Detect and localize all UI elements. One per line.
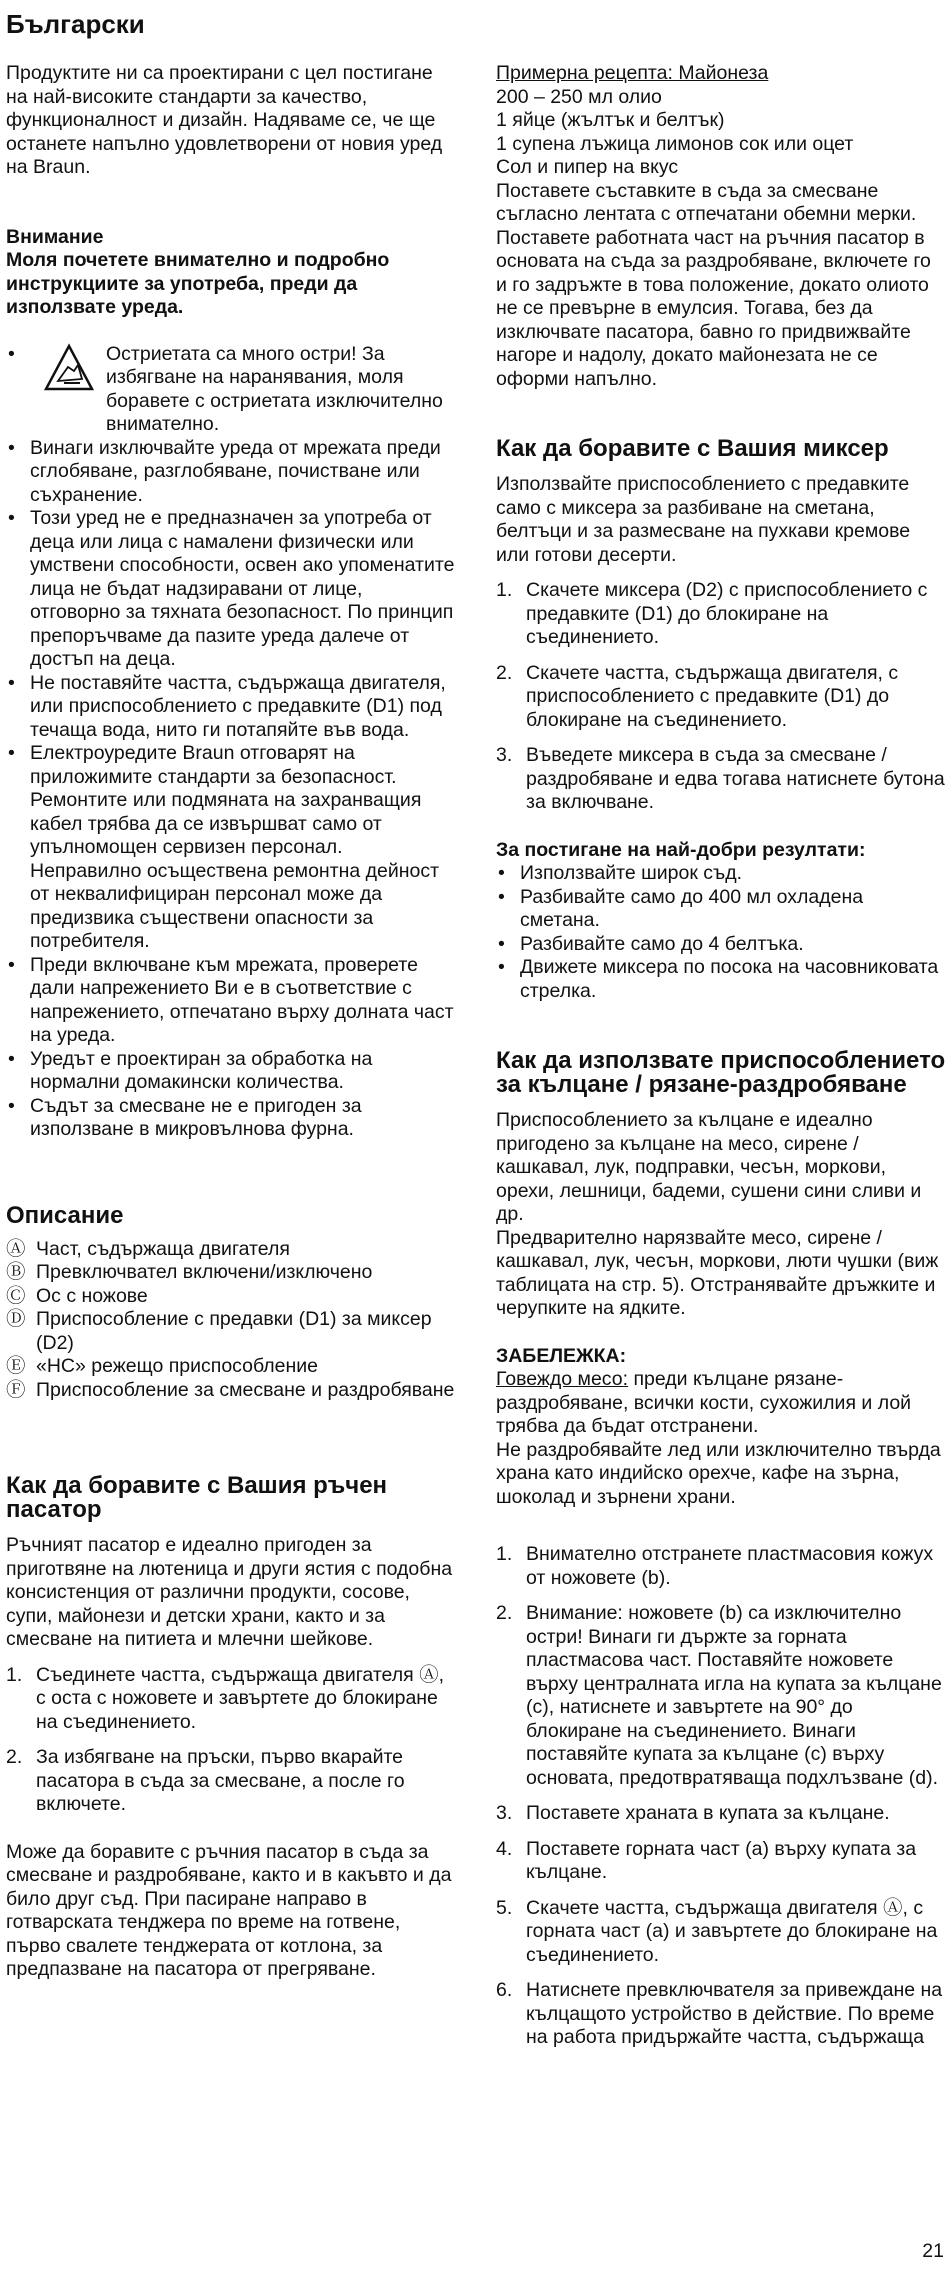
description-text: «HC» режещо приспособление — [36, 1355, 319, 1377]
warning-item: • Този уред не е предназначен за употреба от деца или лица с намалени физически или умствени способности, освен ако упоменатите лица не бъдат надзиравани от лице, отговорно за тяхната безопасност. По принцип препоръчваме да пазите уреда далече от достъп на деца. — [6, 507, 458, 672]
step-number: 1. — [6, 1663, 23, 1686]
mixer-heading: Как да боравите с Вашия миксер — [496, 435, 889, 462]
step-number: 1. — [496, 1543, 513, 1565]
mixer-steps — [496, 579, 946, 815]
note-ice: Не раздробявайте лед или изключително твърда храна като индийско орехче, кафе на зърна, шоколад и зърнени храни. — [496, 1438, 941, 1508]
step-text: Внимание: ножовете (b) са изключително остри! Винаги ги държте за горната пластмасова част. Поставяйте ножовете върху централната игла на купата за кълцане (c), натиснете и завъртете на 90° до блокиране на съединението. Винаги поставяйте купата за кълцане (c) върху основата, предотвратяваща подхлъзване (d). — [526, 1602, 942, 1789]
step-number: 3. — [496, 1802, 513, 1824]
description-heading: Описание — [6, 1201, 124, 1229]
step-number: 1. — [496, 579, 513, 601]
description-letter: Ⓐ — [6, 1237, 26, 1260]
caution-heading: Внимание — [6, 225, 104, 248]
mixer-step — [496, 579, 946, 650]
handblender-step — [6, 1746, 458, 1817]
handblender-step — [6, 1664, 458, 1735]
chopper-steps — [496, 1543, 946, 2050]
mixer-step — [496, 662, 946, 733]
sharp-blade-warning-icon — [44, 343, 94, 393]
mixer-intro: Използвайте приспособлението с предавките само с миксера за разбиване на сметана, белтъци и за размесване на пухкави кремове или готови десерти. — [496, 473, 911, 566]
warnings-list — [6, 343, 458, 1142]
note-heading: ЗАБЕЛЕЖКА: — [496, 1344, 627, 1367]
mixer-step — [496, 744, 946, 815]
chopper-intro: Приспособлението за кълцане е идеално пригодено за кълцане на месо, сирене / кашкавал, лук, подправки, чесън, моркови, орехи, лешници, бадеми, сушени сини сливи и др. — [496, 1109, 922, 1225]
description-text: Приспособление с предавки (D1) за миксер (D2) — [36, 1308, 432, 1354]
description-item — [6, 1355, 458, 1379]
description-letter: Ⓕ — [6, 1378, 26, 1401]
description-letter: Ⓑ — [6, 1261, 26, 1283]
description-item — [6, 1261, 458, 1285]
recipe-line: 1 яйце (жълтък и белтък) — [496, 109, 725, 131]
page-title: Български — [6, 9, 145, 39]
chopper-step — [496, 1838, 946, 1885]
description-text: Превключвател включени/изключено — [36, 1261, 373, 1283]
description-item — [6, 1308, 458, 1355]
chopper-step — [496, 1802, 946, 1826]
step-text: Съединете частта, съдържаща двигателя Ⓐ, с оста с ножовете и завъртете до блокиране на съединението. — [36, 1663, 445, 1733]
note-beef-label: Говеждо месо: — [496, 1368, 629, 1390]
step-text: За избягване на пръски, първо вкарайте пасатора в съда за смесване, а после го включете. — [36, 1746, 405, 1815]
chopper-heading: Как да използвате приспособлението за кълцане / рязане-раздробяване — [496, 1047, 946, 1098]
step-number: 3. — [496, 744, 513, 766]
warning-item: • Не поставяйте частта, съдържаща двигателя, или приспособлението с предавките (D1) под течаща вода, нито ги потапяйте във вода. — [6, 672, 458, 743]
note-beef-text: преди кълцане рязане-раздробяване, всички кости, сухожилия и лой трябва да бъдат отстранени. — [496, 1368, 912, 1437]
best-results-item: • Разбивайте само до 4 белтъка. — [496, 933, 946, 957]
step-number: 2. — [496, 661, 513, 684]
description-item — [6, 1238, 458, 1262]
best-results-item: • Използвайте широк съд. — [496, 862, 946, 886]
step-text: Въведете миксера в съда за смесване / раздробяване и едва тогава натиснете бутона за включване. — [526, 744, 945, 813]
best-results-item: • Разбивайте само до 400 мл охладена сметана. — [496, 886, 946, 933]
handblender-outro: Може да боравите с ръчния пасатор в съда за смесване и раздробяване, както и в какъвто и да било друг съд. При пасиране направо в готварската тенджера по време на готвене, първо свалете тенджерата от котлона, за предпазване на пасатора от прегряване. — [6, 1840, 452, 1980]
step-text: Скачете частта, съдържаща двигателя, с приспособлението с предавките (D1) до блокиране на съединението. — [526, 661, 899, 731]
step-text: Внимателно отстранете пластмасовия кожух от ножовете (b). — [526, 1543, 934, 1589]
warning-item-blades — [6, 343, 458, 437]
recipe-line: 200 – 250 мл олио — [496, 85, 662, 108]
intro-paragraph: Продуктите ни са проектирани с цел постигане на най-високите стандарти за качество, функционалност и дизайн. Надяваме се, че ще останете напълно удовлетворени от новия уред на Braun. — [6, 62, 443, 178]
caution-subheading: Моля почетете внимателно и подробно инструкциите за употреба, преди да използвате уреда. — [6, 249, 390, 318]
description-text: Част, съдържаща двигателя — [36, 1237, 290, 1260]
step-number: 4. — [496, 1837, 513, 1860]
description-letter: Ⓔ — [6, 1355, 26, 1377]
warning-item: • Уредът е проектиран за обработка на нормални домакински количества. — [6, 1048, 458, 1095]
step-text: Скачете частта, съдържаща двигателя Ⓐ, с горната част (a) и завъртете до блокиране на съединението. — [526, 1896, 938, 1966]
best-results-list — [496, 862, 946, 1003]
step-number: 2. — [496, 1602, 513, 1624]
step-text: Натиснете превключвателя за привеждане на кълцащото устройство в действие. По време на работа придържайте частта, съдържаща — [526, 1979, 943, 2048]
step-text: Скачете миксера (D2) с приспособлението с предавките (D1) до блокиране на съединението. — [526, 579, 928, 648]
step-number: 5. — [496, 1896, 513, 1919]
warning-blades-text: • Остриетата са много остри! За избягване на наранявания, моля боравете с остриетата изключително внимателно. — [106, 342, 443, 435]
right-column — [496, 62, 946, 2050]
description-text: Ос с ножове — [36, 1284, 148, 1307]
warning-item: • Съдът за смесване не е пригоден за използване в микровълнова фурна. — [6, 1095, 458, 1142]
best-results-item: • Движете миксера по посока на часовниковата стрелка. — [496, 956, 946, 1003]
handblender-steps — [6, 1664, 458, 1817]
description-item — [6, 1285, 458, 1309]
chopper-step — [496, 1897, 946, 1968]
left-column — [6, 62, 458, 1982]
description-letter: Ⓒ — [6, 1284, 26, 1307]
step-number: 2. — [6, 1746, 23, 1768]
recipe-line: Сол и пипер на вкус — [496, 156, 679, 178]
recipe-text: Поставете съставките в съда за смесване съгласно лентата с отпечатани обемни мерки. Поставете работната част на ръчния пасатор в основата на съда за раздробяване, включете го и го задръжте в това положение, докато олиото не се превърне в емулсия. Тогава, без да изключвате пасатора, бавно го придвижвайте нагоре и надолу, докато майонезата не се оформи напълно. — [496, 179, 931, 390]
chopper-step — [496, 1979, 946, 2050]
handblender-intro: Ръчният пасатор е идеално пригоден за приготвяне на лютеница и други ястия с подобна консистенция от различни продукти, сосове, супи, майонези и детски храни, както и за смесване на питиета и млечни шейкове. — [6, 1534, 453, 1650]
best-results-heading: За постигане на най-добри резултати: — [496, 838, 866, 861]
step-number: 6. — [496, 1979, 513, 2001]
description-item — [6, 1379, 458, 1403]
recipe-title: Примерна рецепта: Майонеза — [496, 62, 769, 84]
warning-item: • Винаги изключвайте уреда от мрежата преди сглобяване, разглобяване, почистване или съхранение. — [6, 437, 458, 508]
note-beef — [496, 1368, 946, 1439]
warning-item: • Електроуредите Braun отговарят на приложимите стандарти за безопасност. Ремонтите или подмяната на захранващия кабел трябва да се извършват само от упълномощен сервизен персонал. Неправилно осъществена ремонтна дейност от неквалифициран персонал може да предизвика съществени опасности за потребителя. — [6, 742, 458, 954]
description-letter: Ⓓ — [6, 1308, 26, 1330]
chopper-step — [496, 1602, 946, 1790]
page-number: 21 — [922, 2240, 944, 2262]
recipe-line: 1 супена лъжица лимонов сок или оцет — [496, 132, 854, 155]
chopper-step — [496, 1543, 946, 1590]
step-text: Поставете горната част (a) върху купата за кълцане. — [526, 1837, 917, 1883]
handblender-heading: Как да боравите с Вашия ръчен пасатор — [6, 1472, 388, 1523]
chopper-prep: Предварително нарязвайте месо, сирене / кашкавал, лук, чесън, моркови, люти чушки (виж таблицата на стр. 5). Отстранявайте дръжките и черупките на ядките. — [496, 1226, 939, 1319]
step-text: Поставете храната в купата за кълцане. — [526, 1802, 890, 1824]
description-text: Приспособление за смесване и раздробяване — [36, 1378, 455, 1401]
description-list — [6, 1238, 458, 1403]
warning-item: • Преди включване към мрежата, проверете дали напрежението Ви е в съответствие с напрежението, отпечатано върху долната част на уреда. — [6, 954, 458, 1048]
